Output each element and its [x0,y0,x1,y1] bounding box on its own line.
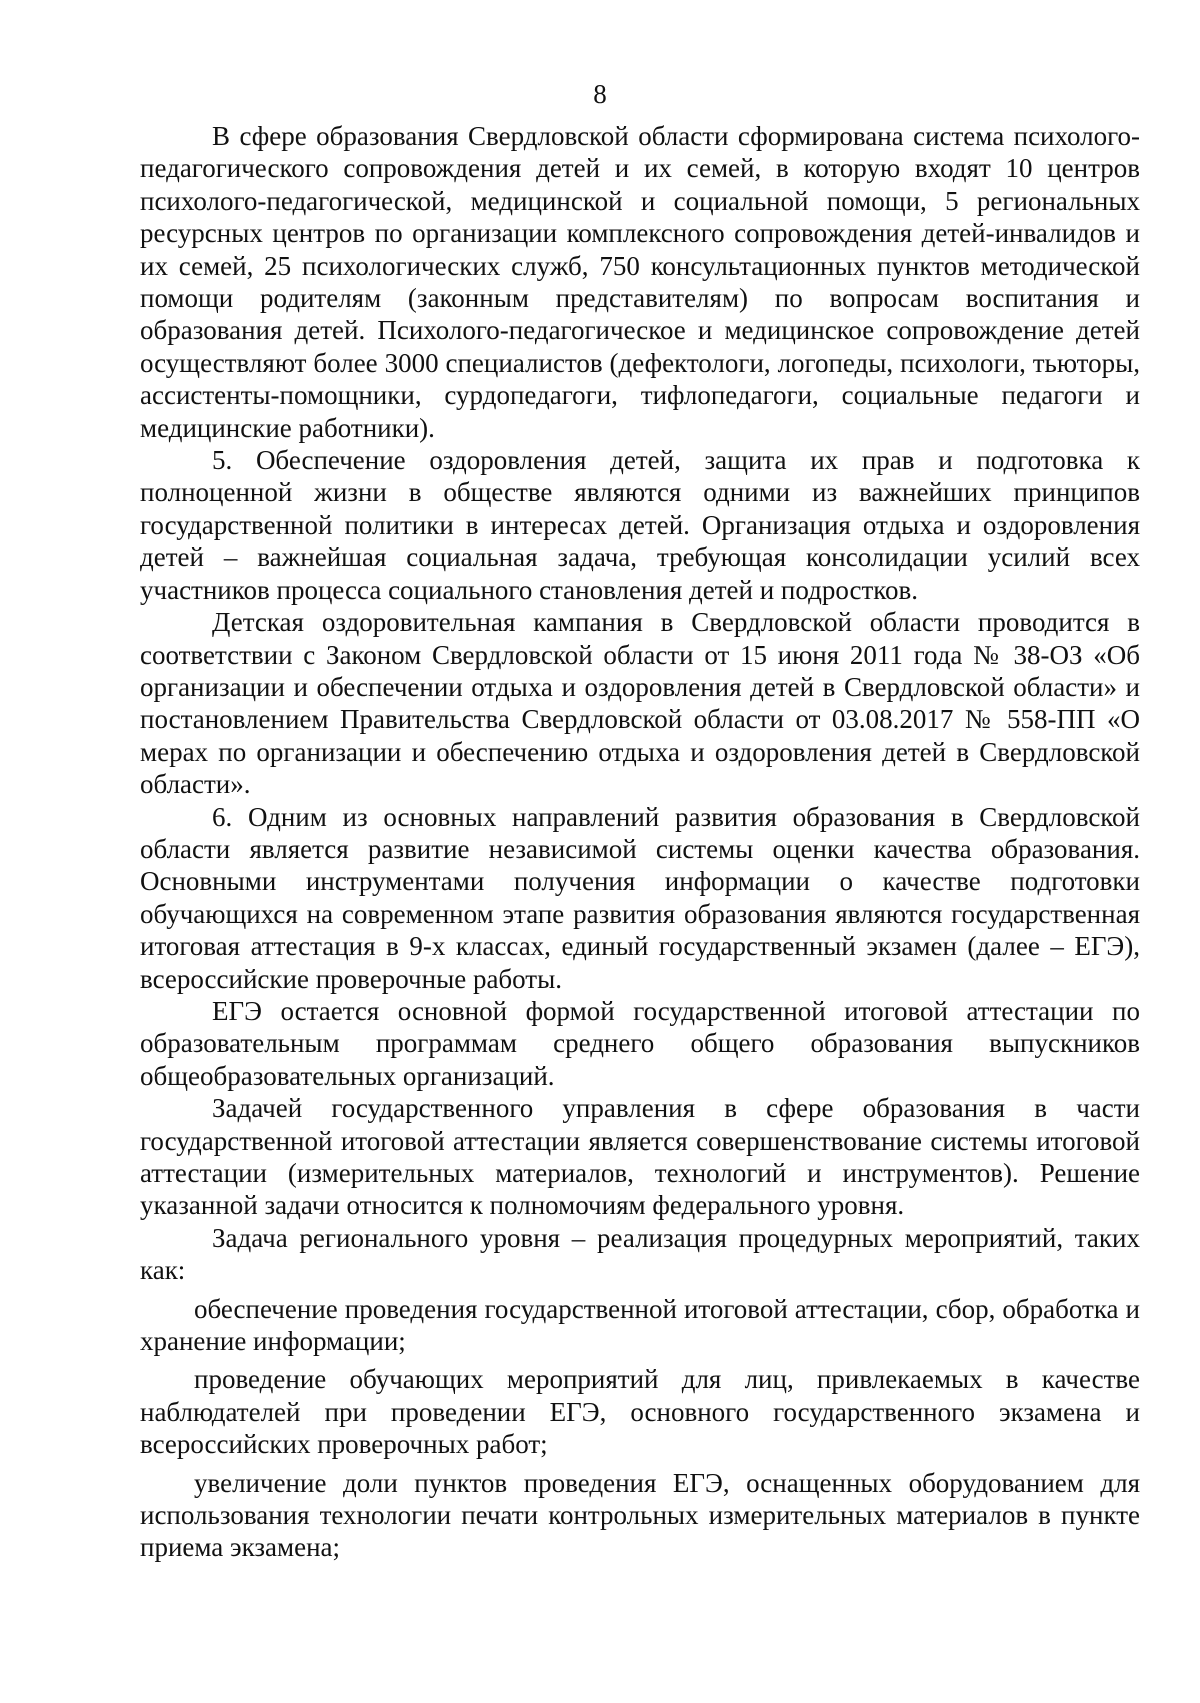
paragraph-item-5: 5. Обеспечение оздоровления детей, защита их прав и подготовка к полноценной жизни в обществе являются одними из важнейших принципов государственной политики в интересах детей. Организация отдыха и оздоровления детей – важнейшая социальная задача, требующая консолидации усилий всех участников процесса социального становления детей и подростков. [140,445,1140,605]
list-item-equipped-points: увеличение доли пунктов проведения ЕГЭ, оснащенных оборудованием для использования технологии печати контрольных измерительных материалов в пункте приема экзамена; [140,1467,1140,1563]
paragraph-psych-support: В сфере образования Свердловской области сформирована система психолого-педагогического сопровождения детей и их семей, в которую входят 10 центров психолого-педагогической, медицинской и социальной помощи, 5 региональных ресурсных центров по организации комплексного сопровождения детей-инвалидов и их семей, 25 психологических служб, 750 консультационных пунктов методической помощи родителям (законным представителям) по вопросам воспитания и образования детей. Психолого-педагогическое и медицинское сопровождение детей осуществляют более 3000 специалистов (дефектологи, логопеды, психологи, тьюторы, ассистенты-помощники, сурдопедагоги, тифлопедагоги, социальные педагоги и медицинские работники). [140,121,1140,443]
paragraph-item-6: 6. Одним из основных направлений развития образования в Свердловской области является развитие независимой системы оценки качества образования. Основными инструментами получения информации о качестве подготовки обучающихся на современном этапе развития образования являются государственная итоговая аттестация в 9-х классах, единый государственный экзамен (далее – ЕГЭ), всероссийские проверочные работы. [140,801,1140,994]
list-item-exam-provision: обеспечение проведения государственной итоговой аттестации, сбор, обработка и хранение информации; [140,1293,1140,1357]
paragraph-health-campaign: Детская оздоровительная кампания в Свердловской области проводится в соответствии с Законом Свердловской области от 15 июня 2011 года № 38-ОЗ «Об организации и обеспечении отдыха и оздоровления детей в Свердловской области» и постановлением Правительства Свердловской области от 03.08.2017 № 558-ПП «О мерах по организации и обеспечению отдыха и оздоровления детей в Свердловской области». [140,607,1140,800]
page-number: 8 [593,79,607,109]
document-body [140,120,1140,1564]
paragraph-state-task: Задачей государственного управления в сфере образования в части государственной итоговой аттестации является совершенствование системы итоговой аттестации (измерительных материалов, технологий и инструментов). Решение указанной задачи относится к полномочиям федерального уровня. [140,1093,1140,1221]
paragraph-regional-task: Задача регионального уровня – реализация процедурных мероприятий, таких как: [140,1222,1140,1286]
paragraph-ege: ЕГЭ остается основной формой государственной итоговой аттестации по образовательным программам среднего общего образования выпускников общеобразовательных организаций. [140,995,1140,1091]
list-item-training-events: проведение обучающих мероприятий для лиц, привлекаемых в качестве наблюдателей при проведении ЕГЭ, основного государственного экзамена и всероссийских проверочных работ; [140,1364,1140,1460]
